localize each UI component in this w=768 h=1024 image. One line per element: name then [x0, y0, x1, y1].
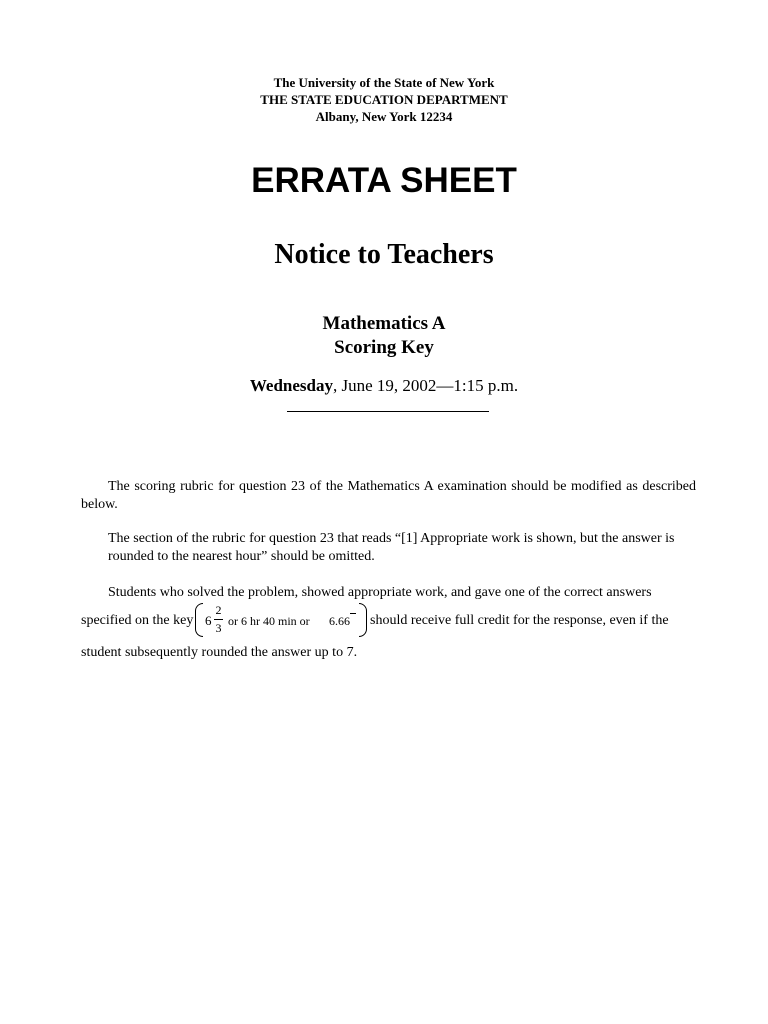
- notice-heading: Notice to Teachers: [274, 239, 494, 270]
- paragraph-full-credit-line2: [81, 603, 696, 639]
- divider-line: [287, 411, 489, 412]
- fraction-bar: [214, 619, 223, 620]
- left-parenthesis: [195, 603, 203, 637]
- fraction-numerator: 2: [215, 603, 222, 617]
- paragraph-full-credit-line3: student subsequently rounded the answer up to 7.: [81, 645, 358, 660]
- department-name: THE STATE EDUCATION DEPARTMENT: [260, 92, 508, 107]
- right-parenthesis: [359, 603, 367, 637]
- mixed-number-whole: 6: [205, 613, 212, 628]
- exam-date-rest: , June 19, 2002—1:15 p.m.: [333, 376, 519, 395]
- full-credit-text: should receive full credit for the response, even if the: [370, 613, 669, 628]
- fraction-denominator: 3: [215, 621, 222, 635]
- correct-answers-expression: [195, 603, 367, 639]
- document-type: Scoring Key: [334, 337, 434, 358]
- university-name: The University of the State of New York: [273, 75, 495, 90]
- fraction: [214, 603, 223, 636]
- department-address: Albany, New York 12234: [315, 109, 453, 124]
- paragraph-full-credit-line1: Students who solved the problem, showed appropriate work, and gave one of the correct answers: [108, 585, 652, 600]
- key-lead-text: specified on the key: [81, 613, 194, 628]
- repeating-decimal: 6.66: [329, 614, 350, 628]
- repeating-bar: [350, 613, 356, 614]
- subject-name: Mathematics A: [322, 313, 446, 334]
- paragraph-rubric-modification: The scoring rubric for question 23 of the Mathematics A examination should be modified as described below.: [81, 479, 696, 512]
- exam-date: [0, 375, 768, 397]
- paragraph-omitted-section: The section of the rubric for question 23 that reads “[1] Appropriate work is shown, but the answer is rounded to the nearest hour” should be omitted.: [108, 531, 675, 564]
- exam-weekday: Wednesday: [249, 376, 334, 395]
- document-title: ERRATA SHEET: [251, 161, 517, 200]
- alternate-answers: or 6 hr 40 min or: [228, 614, 310, 628]
